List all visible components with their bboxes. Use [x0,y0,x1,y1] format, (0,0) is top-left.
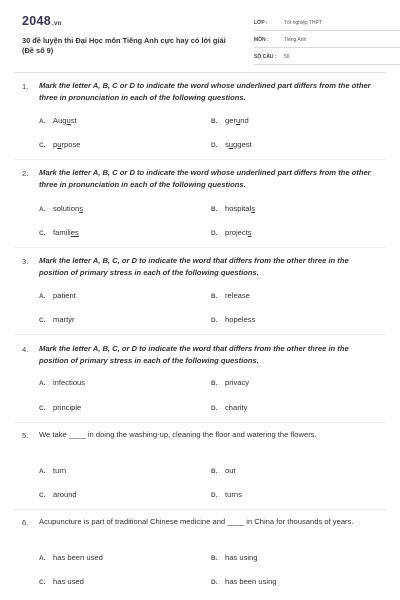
option-d[interactable]: D. hopeless [211,315,256,324]
meta-row-subject [254,31,400,48]
question-number: 5. [22,431,29,440]
option-c[interactable]: C. principle [39,403,82,412]
option-b[interactable]: B. release [211,291,250,300]
question-divider [14,509,386,510]
question-text: We take ____ in doing the washing-up, cleaning the floor and watering the flowers. [39,430,317,439]
question-number: 2. [22,169,29,178]
option-d[interactable]: D. charity [211,403,248,412]
option-c[interactable]: C. purpose [39,140,81,149]
question-divider [14,422,386,423]
question-divider [14,159,386,160]
page-header [22,12,378,66]
option-b[interactable]: B. out [211,466,236,475]
meta-value: Tiếng Anh [284,37,307,43]
option-b[interactable]: B. gerund [211,116,249,125]
question-text: Mark the letter A, B, C, or D to indicate the word that differs from the other three in the position of primary stress in each of the following questions. [39,256,349,277]
question-number: 4. [22,345,29,354]
question-number: 3. [22,257,29,266]
option-b[interactable]: B. has using [211,553,258,562]
header-divider [14,72,386,73]
meta-row-class [254,14,400,31]
option-c[interactable]: C. martyr [39,315,75,324]
option-a[interactable]: A. patient [39,291,76,300]
meta-table [254,14,400,65]
question-number: 6. [22,518,29,527]
meta-label: LỚP : [254,20,268,26]
option-d[interactable]: D. suggest [211,140,252,149]
option-c[interactable]: C. families [39,228,79,237]
question-number: 1. [22,82,29,91]
option-a[interactable]: A. solutions [39,204,83,213]
question-divider [14,247,386,248]
option-c[interactable]: C. has used [39,577,84,586]
option-b[interactable]: B. privacy [211,378,250,387]
option-d[interactable]: D. has been using [211,577,277,586]
option-c[interactable]: C. around [39,490,77,499]
option-b[interactable]: B. hospitals [211,204,255,213]
title-line-1: 30 đề luyện thi Đại Học môn Tiếng Anh cực hay có lời giải [22,36,226,45]
option-a[interactable]: A. infectious [39,378,86,387]
meta-label: MÔN : [254,37,269,43]
meta-row-count [254,48,400,65]
site-logo[interactable]: 2048.vn [22,14,62,28]
question-text: Mark the letter A, B, C or D to indicate the word whose underlined part differs from the other three in pronunciation in each of the following questions. [39,168,371,189]
document-title [22,36,232,56]
question-text: Mark the letter A, B, C, or D to indicate the word that differs from the other three in the position of primary stress in each of the following questions. [39,344,349,365]
meta-value: 50 [284,54,290,60]
question-text: Acupuncture is part of traditional Chinese medicine and ____ in China for thousands of years. [39,517,354,526]
option-a[interactable]: A. turn [39,466,67,475]
question-text: Mark the letter A, B, C or D to indicate the word whose underlined part differs from the other three in pronunciation in each of the following questions. [39,81,371,102]
question-divider [14,334,386,335]
meta-label: SỐ CÂU : [254,54,277,60]
meta-value: Tốt nghiệp THPT [284,20,322,26]
title-line-2: (Đề số 9) [22,46,54,55]
option-d[interactable]: D. projects [211,228,252,237]
option-d[interactable]: D. turns [211,490,242,499]
option-a[interactable]: A. has been used [39,553,103,562]
option-a[interactable]: A. August [39,116,77,125]
